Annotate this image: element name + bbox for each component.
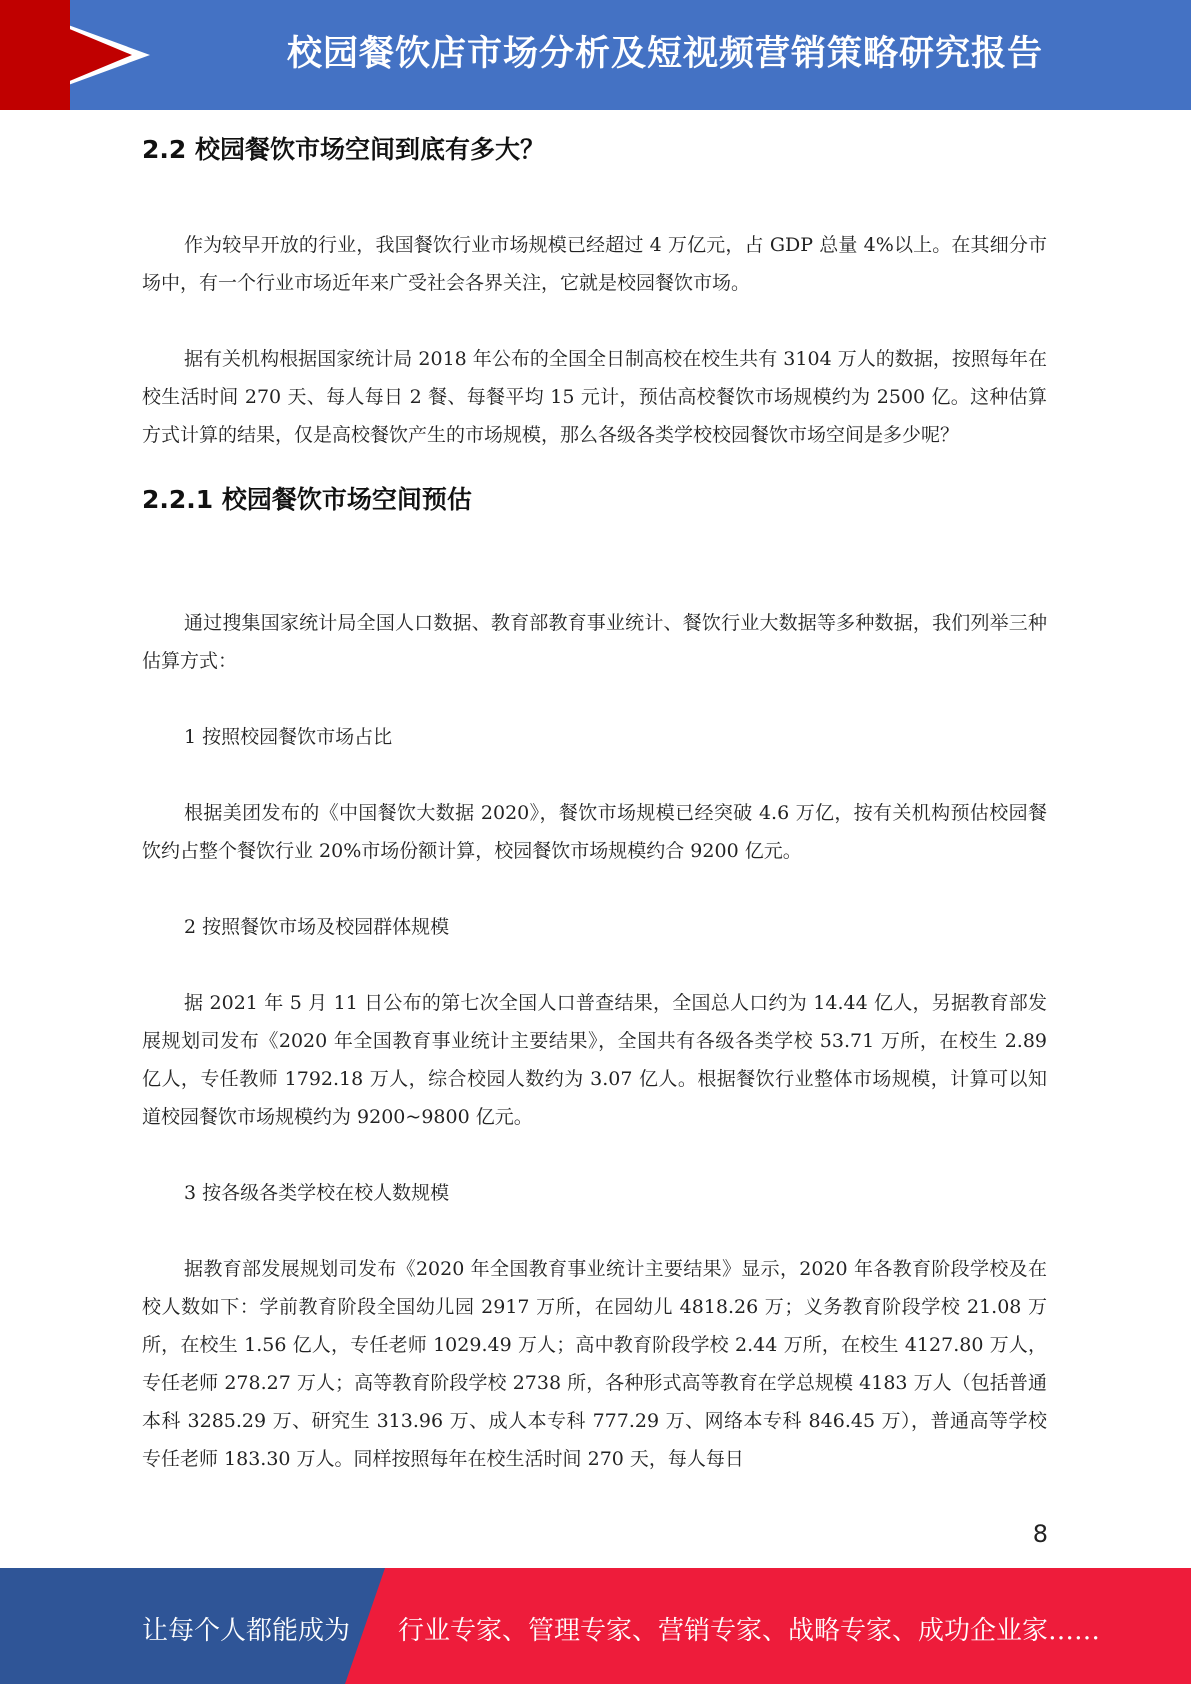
method-title: 1 按照校园餐饮市场占比 bbox=[184, 726, 393, 748]
paragraph: 据有关机构根据国家统计局 2018 年公布的全国全日制高校在校生共有 3104 万人的数据，按照每年在校生活时间 270 天、每人每日 2 餐、每餐平均 15 元计，预估高校餐饮市场规模约为 2500 亿。这种估算方式计算的结果，仅是高校餐饮产生的市场规模，那么各级各类学校校园餐饮市场空间是多少呢？ bbox=[142, 348, 1047, 446]
section-heading-2-2-1: 2.2.1 校园餐饮市场空间预估 bbox=[142, 485, 472, 514]
page-number: 8 bbox=[1032, 1520, 1048, 1548]
paragraph: 通过搜集国家统计局全国人口数据、教育部教育事业统计、餐饮行业大数据等多种数据，我们列举三种估算方式： bbox=[142, 612, 1047, 672]
paragraph: 据教育部发展规划司发布《2020 年全国教育事业统计主要结果》显示，2020 年各教育阶段学校及在校人数如下：学前教育阶段全国幼儿园 2917 万所，在园幼儿 4818.26 万；义务教育阶段学校 21.08 万所，在校生 1.56 亿人，专任老师 1029.49 万人；高中教育阶段学校 2.44 万所，在校生 4127.80 万人，专任老师 278.27 万人；高等教育阶段学校 2738 所，各种形式高等教育在学总规模 4183 万人（包括普通本科 3285.29 万、研究生 313.96 万、成人本专科 777.29 万、网络本专科 846.45 万），普通高等学校专任老师 183.30 万人。同样按照每年在校生活时间 270 天，每人每日 bbox=[142, 1258, 1047, 1470]
section-heading-2-2: 2.2 校园餐饮市场空间到底有多大？ bbox=[142, 135, 545, 164]
report-title: 校园餐饮店市场分析及短视频营销策略研究报告 bbox=[286, 34, 1043, 74]
footer-slogan-left: 让每个人都能成为 bbox=[142, 1616, 351, 1646]
paragraph: 据 2021 年 5 月 11 日公布的第七次全国人口普查结果，全国总人口约为 14.44 亿人，另据教育部发展规划司发布《2020 年全国教育事业统计主要结果》，全国共有各级各类学校 53.71 万所，在校生 2.89 亿人，专任教师 1792.18 万人，综合校园人数约为 3.07 亿人。根据餐饮行业整体市场规模，计算可以知道校园餐饮市场规模约为 9200~9800 亿元。 bbox=[142, 992, 1047, 1128]
footer-blue-slant bbox=[345, 1568, 385, 1684]
header-red-block bbox=[0, 0, 70, 110]
method-title: 2 按照餐饮市场及校园群体规模 bbox=[184, 916, 450, 938]
paragraph: 作为较早开放的行业，我国餐饮行业市场规模已经超过 4 万亿元，占 GDP 总量 4%以上。在其细分市场中，有一个行业市场近年来广受社会各界关注，它就是校园餐饮市场。 bbox=[142, 234, 1047, 294]
paragraph: 根据美团发布的《中国餐饮大数据 2020》，餐饮市场规模已经突破 4.6 万亿，按有关机构预估校园餐饮约占整个餐饮行业 20%市场份额计算，校园餐饮市场规模约合 9200 亿元。 bbox=[142, 802, 1047, 862]
footer-slogan-right: 行业专家、管理专家、营销专家、战略专家、成功企业家…… bbox=[398, 1616, 1101, 1646]
page-header bbox=[0, 0, 1191, 110]
method-title: 3 按各级各类学校在校人数规模 bbox=[184, 1182, 450, 1204]
page-footer bbox=[0, 1568, 1191, 1684]
page-content bbox=[142, 130, 1047, 1478]
